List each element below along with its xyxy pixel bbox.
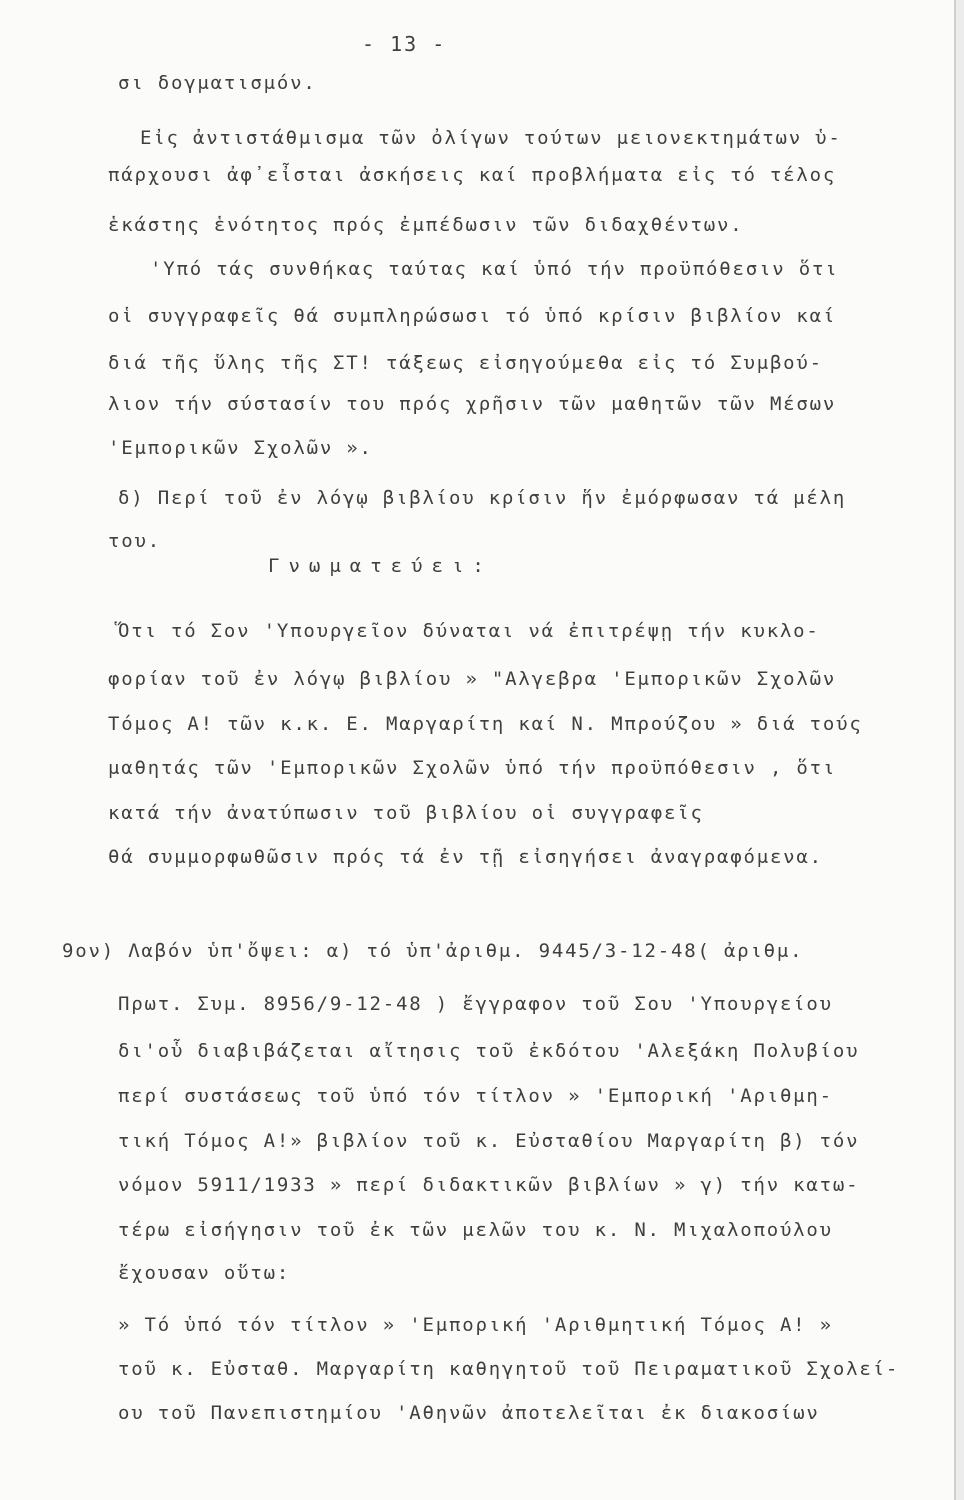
text-line: θά συμμορφωθῶσιν πρός τά ἐν τῇ εἰσηγήσει ἀναγραφόμενα. [108, 846, 823, 868]
text-line: Τόμος Α! τῶν κ.κ. Ε. Μαργαρίτη καί Ν. Μπρούζου » διά τούς [108, 713, 863, 735]
text-line: ἔχουσαν οὕτω: [118, 1262, 291, 1284]
text-line: δ) Περί τοῦ ἐν λόγῳ βιβλίου κρίσιν ἥν ἐμόρφωσαν τά μέλη [118, 487, 847, 509]
text-line: νόμον 5911/1933 » περί διδακτικῶν βιβλίων » γ) τήν κατω- [118, 1174, 860, 1196]
text-line: σι δογματισμόν. [118, 72, 317, 94]
section-heading: Γνωματεύει: [268, 555, 493, 577]
text-line: τική Τόμος Α!» βιβλίον τοῦ κ. Εὐσταθίου Μαργαρίτη β) τόν [118, 1130, 860, 1152]
page-edge-shadow [956, 0, 964, 1500]
text-line: 'Εμπορικῶν Σχολῶν ». [108, 437, 373, 459]
text-line: οἱ συγγραφεῖς θά συμπληρώσωσι τό ὑπό κρίσιν βιβλίον καί [108, 305, 837, 327]
text-line: περί συστάσεως τοῦ ὑπό τόν τίτλον » 'Εμπορική 'Αριθμη- [118, 1085, 833, 1107]
page-edge-line [954, 0, 956, 1500]
text-line: τέρω εἰσήγησιν τοῦ ἐκ τῶν μελῶν του κ. Ν. Μιχαλοπούλου [118, 1219, 833, 1241]
text-line: Εἰς ἀντιστάθμισμα τῶν ὀλίγων τούτων μειονεκτημάτων ὑ- [140, 127, 842, 149]
text-line: διά τῆς ὕλης τῆς ΣΤ! τάξεως εἰσηγούμεθα εἰς τό Συμβού- [108, 352, 823, 374]
text-line: λιον τήν σύστασίν του πρός χρῆσιν τῶν μαθητῶν τῶν Μέσων [108, 393, 837, 415]
text-line: 9ον) Λαβόν ὑπ'ὄψει: α) τό ὑπ'ἀριθμ. 9445/3-12-48( ἀριθμ. [62, 940, 804, 962]
text-line: φορίαν τοῦ ἐν λόγῳ βιβλίου » "Αλγεβρα 'Εμπορικῶν Σχολῶν [108, 668, 837, 690]
text-line: Πρωτ. Συμ. 8956/9-12-48 ) ἔγγραφον τοῦ Σου 'Υπουργείου [118, 993, 833, 1015]
text-line: πάρχουσι ἀφ᾽εἶσται ἀσκήσεις καί προβλήματα εἰς τό τέλος [108, 164, 837, 186]
text-line: Ὅτι τό Σον 'Υπουργεῖον δύναται νά ἐπιτρέψῃ τήν κυκλο- [118, 620, 820, 642]
text-line: κατά τήν ἀνατύπωσιν τοῦ βιβλίου οἱ συγγραφεῖς [108, 802, 704, 824]
text-line: ἑκάστης ἑνότητος πρός ἐμπέδωσιν τῶν διδαχθέντων. [108, 214, 744, 236]
text-line: δι'οὗ διαβιβάζεται αἴτησις τοῦ ἐκδότου 'Αλεξάκη Πολυβίου [118, 1040, 860, 1062]
text-line: ου τοῦ Πανεπιστημίου 'Αθηνῶν ἀποτελεῖται ἐκ διακοσίων [118, 1402, 820, 1424]
text-line: » Τό ὑπό τόν τίτλον » 'Εμπορική 'Αριθμητική Τόμος Α! » [118, 1314, 833, 1336]
text-line: του. [108, 530, 161, 552]
text-line: 'Υπό τάς συνθήκας ταύτας καί ὑπό τήν προϋπόθεσιν ὅτι [150, 258, 839, 280]
text-line: μαθητάς τῶν 'Εμπορικῶν Σχολῶν ὑπό τήν προϋπόθεσιν , ὅτι [108, 757, 837, 779]
text-line: τοῦ κ. Εὐσταθ. Μαργαρίτη καθηγητοῦ τοῦ Πειραματικοῦ Σχολεί- [118, 1358, 900, 1380]
page-number: - 13 - [362, 32, 447, 56]
